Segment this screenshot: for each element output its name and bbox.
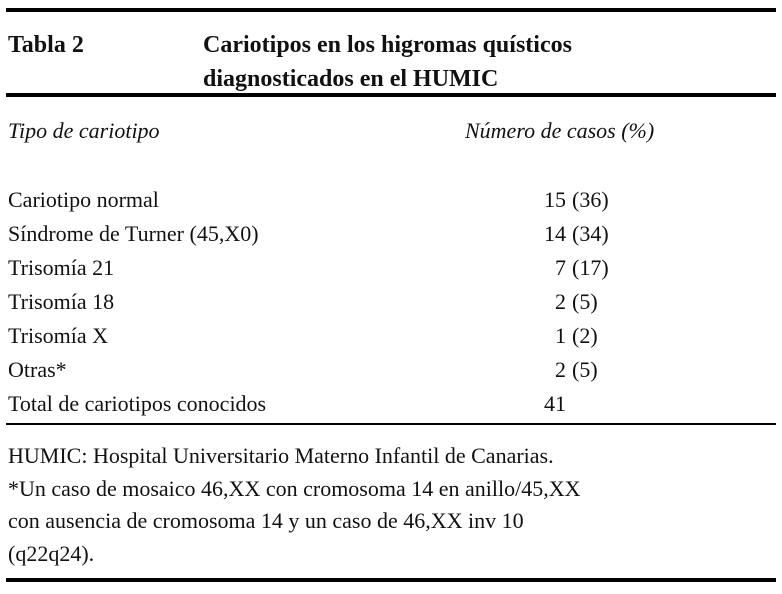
case-percent: (17) — [572, 255, 609, 280]
case-count: 1 — [555, 323, 566, 348]
table-row — [8, 183, 778, 217]
case-count: 41 — [544, 391, 566, 416]
column-header-count: Número de casos (%) — [465, 118, 655, 143]
table-title-line1: Cariotipos en los higromas quísticos — [203, 32, 572, 58]
karyotype-type: Síndrome de Turner (45,X0) — [8, 221, 259, 246]
top-rule — [6, 8, 776, 12]
karyotype-type: Total de cariotipos conocidos — [8, 391, 267, 416]
table-row — [8, 251, 778, 285]
karyotype-type: Otras* — [8, 357, 67, 382]
table-row — [8, 217, 778, 251]
case-percent: (5) — [572, 357, 598, 382]
karyotype-type: Trisomía 21 — [8, 255, 115, 280]
case-count: 15 — [544, 187, 566, 212]
footnote-line: HUMIC: Hospital Universitario Materno Infantil de Canarias. — [8, 443, 554, 468]
footnote-line: con ausencia de cromosoma 14 y un caso de 46,XX inv 10 — [8, 508, 524, 533]
case-count: 2 — [555, 357, 566, 382]
table-row — [8, 353, 778, 387]
karyotype-type: Cariotipo normal — [8, 187, 159, 212]
case-count: 14 — [544, 221, 566, 246]
table-bottom-rule — [6, 423, 776, 425]
title-rule — [6, 93, 776, 97]
case-percent: (36) — [572, 187, 609, 212]
table-row — [8, 319, 778, 353]
table-row — [8, 285, 778, 319]
case-percent: (5) — [572, 289, 598, 314]
footnote-line: (q22q24). — [8, 540, 95, 566]
case-count: 2 — [555, 289, 566, 314]
table-title-line2: diagnosticados en el HUMIC — [203, 66, 499, 92]
case-percent: (34) — [572, 221, 609, 246]
column-header-type: Tipo de cariotipo — [8, 118, 160, 143]
case-count: 7 — [555, 255, 566, 280]
karyotype-type: Trisomía X — [8, 323, 109, 348]
table-row — [8, 387, 778, 421]
table-label: Tabla 2 — [8, 32, 84, 58]
footnote-line: *Un caso de mosaico 46,XX con cromosoma 14 en anillo/45,XX — [8, 475, 581, 501]
karyotype-type: Trisomía 18 — [8, 289, 115, 314]
bottom-rule — [6, 578, 776, 582]
case-percent: (2) — [572, 323, 598, 348]
